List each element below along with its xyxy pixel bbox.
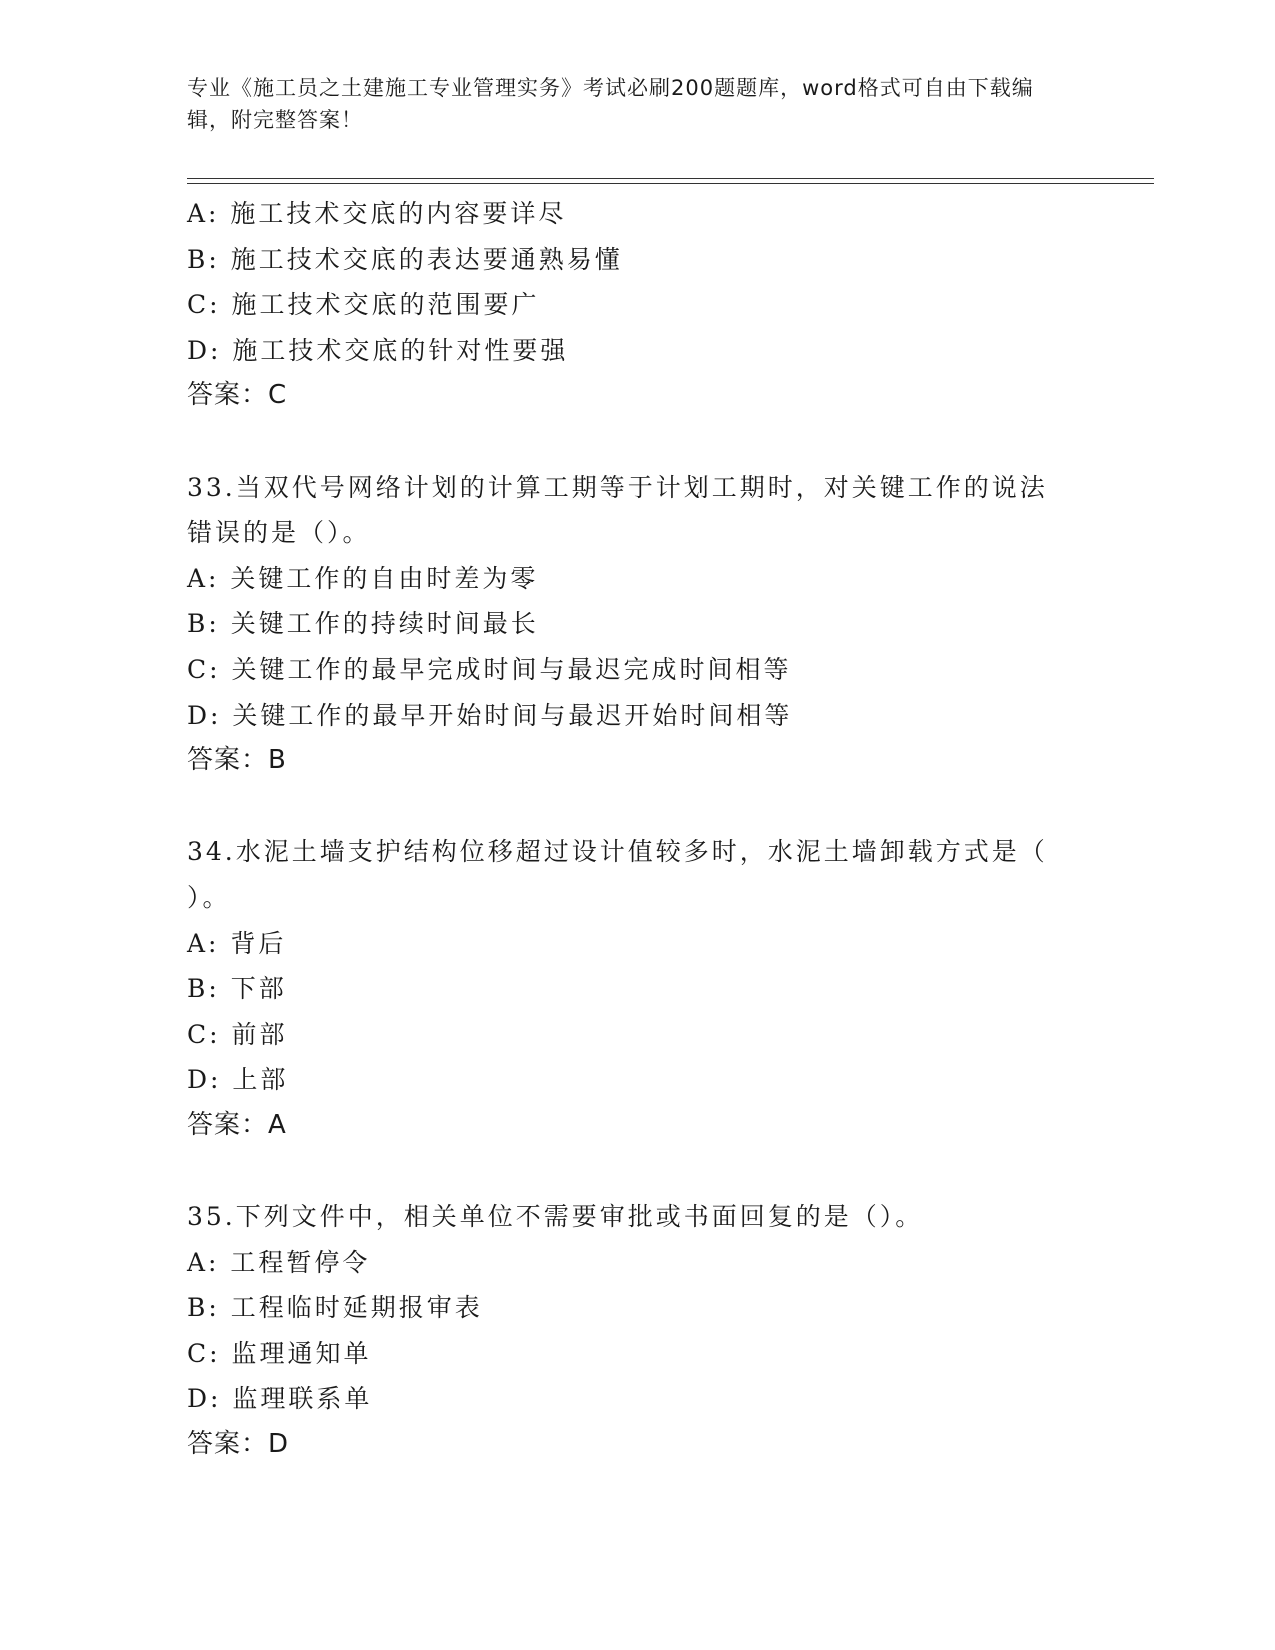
option-c: C: 前部 (187, 1019, 288, 1049)
option-a: A: 关键工作的自由时差为零 (187, 563, 539, 593)
document-header: 专业《施工员之土建施工专业管理实务》考试必刷200题题库，word格式可自由下载编辑，附完整答案！ (187, 76, 1034, 132)
question-block-continued (187, 191, 1087, 419)
answer: 答案：C (187, 380, 288, 411)
spacer (187, 1148, 1087, 1194)
option-d: D: 施工技术交底的针对性要强 (187, 335, 569, 365)
question-stem: 错误的是（）。 (187, 518, 371, 548)
option-c: C: 关键工作的最早完成时间与最迟完成时间相等 (187, 654, 792, 684)
option-b: B: 下部 (187, 974, 287, 1004)
answer: 答案：D (187, 1429, 290, 1460)
answer: 答案：A (187, 1109, 287, 1140)
option-c: C: 施工技术交底的范围要广 (187, 290, 540, 320)
option-a: A: 施工技术交底的内容要详尽 (187, 199, 567, 228)
option-b: B: 施工技术交底的表达要通熟易懂 (187, 244, 623, 274)
question-block-35 (187, 1194, 1087, 1468)
question-content (187, 191, 1087, 1468)
header-rule-top (187, 178, 1154, 179)
option-c: C: 监理通知单 (187, 1338, 372, 1368)
spacer (187, 784, 1087, 830)
option-a: A: 背后 (187, 928, 287, 958)
question-stem: 33.当双代号网络计划的计算工期等于计划工期时，对关键工作的说法 (187, 472, 1048, 502)
option-d: D: 关键工作的最早开始时间与最迟开始时间相等 (187, 700, 793, 730)
option-d: D: 监理联系单 (187, 1384, 373, 1414)
option-a: A: 工程暂停令 (187, 1247, 371, 1277)
option-d: D: 上部 (187, 1065, 289, 1095)
question-stem: 35.下列文件中，相关单位不需要审批或书面回复的是（）。 (187, 1202, 924, 1232)
question-stem: 34.水泥土墙支护结构位移超过设计值较多时，水泥土墙卸载方式是（ (187, 837, 1048, 867)
option-b: B: 关键工作的持续时间最长 (187, 609, 539, 639)
answer: 答案：B (187, 745, 287, 776)
question-block-34 (187, 829, 1087, 1148)
question-stem: ）。 (187, 882, 231, 912)
question-block-33 (187, 465, 1087, 784)
option-b: B: 工程临时延期报审表 (187, 1293, 483, 1323)
header-rule-bottom (187, 183, 1154, 184)
spacer (187, 419, 1087, 465)
